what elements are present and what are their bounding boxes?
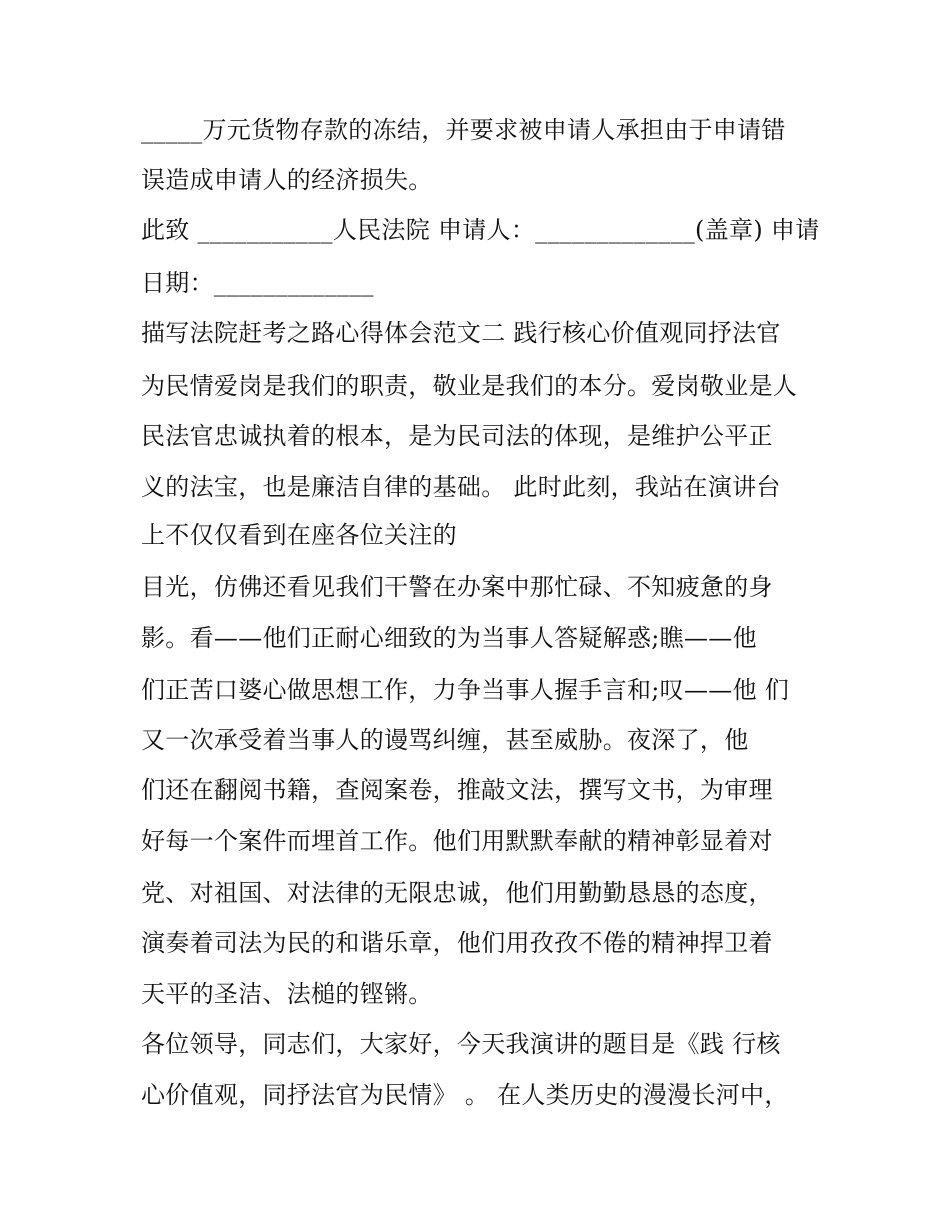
text-line: 又一次承受着当事人的谩骂纠缠，甚至威胁。夜深了，他 bbox=[141, 726, 749, 754]
text-line: 为民情爱岗是我们的职责，敬业是我们的本分。爱岗敬业是人 bbox=[141, 372, 798, 400]
text-line: 描写法院赶考之路心得体会范文二 践行核心价值观同抒法官 bbox=[141, 319, 781, 347]
text-line: 各位领导，同志们，大家好，今天我演讲的题目是《践 行核 bbox=[141, 1030, 781, 1058]
text-line: 天平的圣洁、法槌的铿锵。 bbox=[141, 980, 433, 1008]
text-line: 上不仅仅看到在座各位关注的 bbox=[141, 521, 457, 549]
text-line: 影。看——他们正耐心细致的为当事人答疑解惑;瞧——他 bbox=[141, 624, 757, 652]
text-line: 党、对祖国、对法律的无限忠诚，他们用勤勤恳恳的态度， bbox=[141, 879, 773, 907]
text-line: 们正苦口婆心做思想工作，力争当事人握手言和;叹——他 们 bbox=[141, 676, 790, 704]
text-line: 演奏着司法为民的和谐乐章，他们用孜孜不倦的精神捍卫着 bbox=[141, 929, 773, 957]
text-line: 们还在翻阅书籍，查阅案卷，推敲文法，撰写文书，为审理 bbox=[141, 776, 773, 804]
text-line: 误造成申请人的经济损失。 bbox=[141, 166, 433, 194]
text-line: _____万元货物存款的冻结，并要求被申请人承担由于申请错 bbox=[141, 116, 786, 144]
text-line: 义的法宝，也是廉洁自律的基础。 此时此刻，我站在演讲台 bbox=[141, 473, 781, 501]
text-line: 目光，仿佛还看见我们干警在办案中那忙碌、不知疲惫的身 bbox=[141, 573, 773, 601]
text-line: 此致 ___________人民法院 申请人：_____________(盖章) 申请 bbox=[141, 216, 820, 244]
text-line: 好每一个案件而埋首工作。他们用默默奉献的精神彰显着对 bbox=[141, 827, 773, 855]
text-line: 民法官忠诚执着的根本，是为民司法的体现，是维护公平正 bbox=[141, 422, 773, 450]
text-line: 心价值观，同抒法官为民情》 。 在人类历史的漫漫长河中， bbox=[141, 1081, 789, 1109]
text-line: 日期：_____________ bbox=[141, 269, 374, 297]
